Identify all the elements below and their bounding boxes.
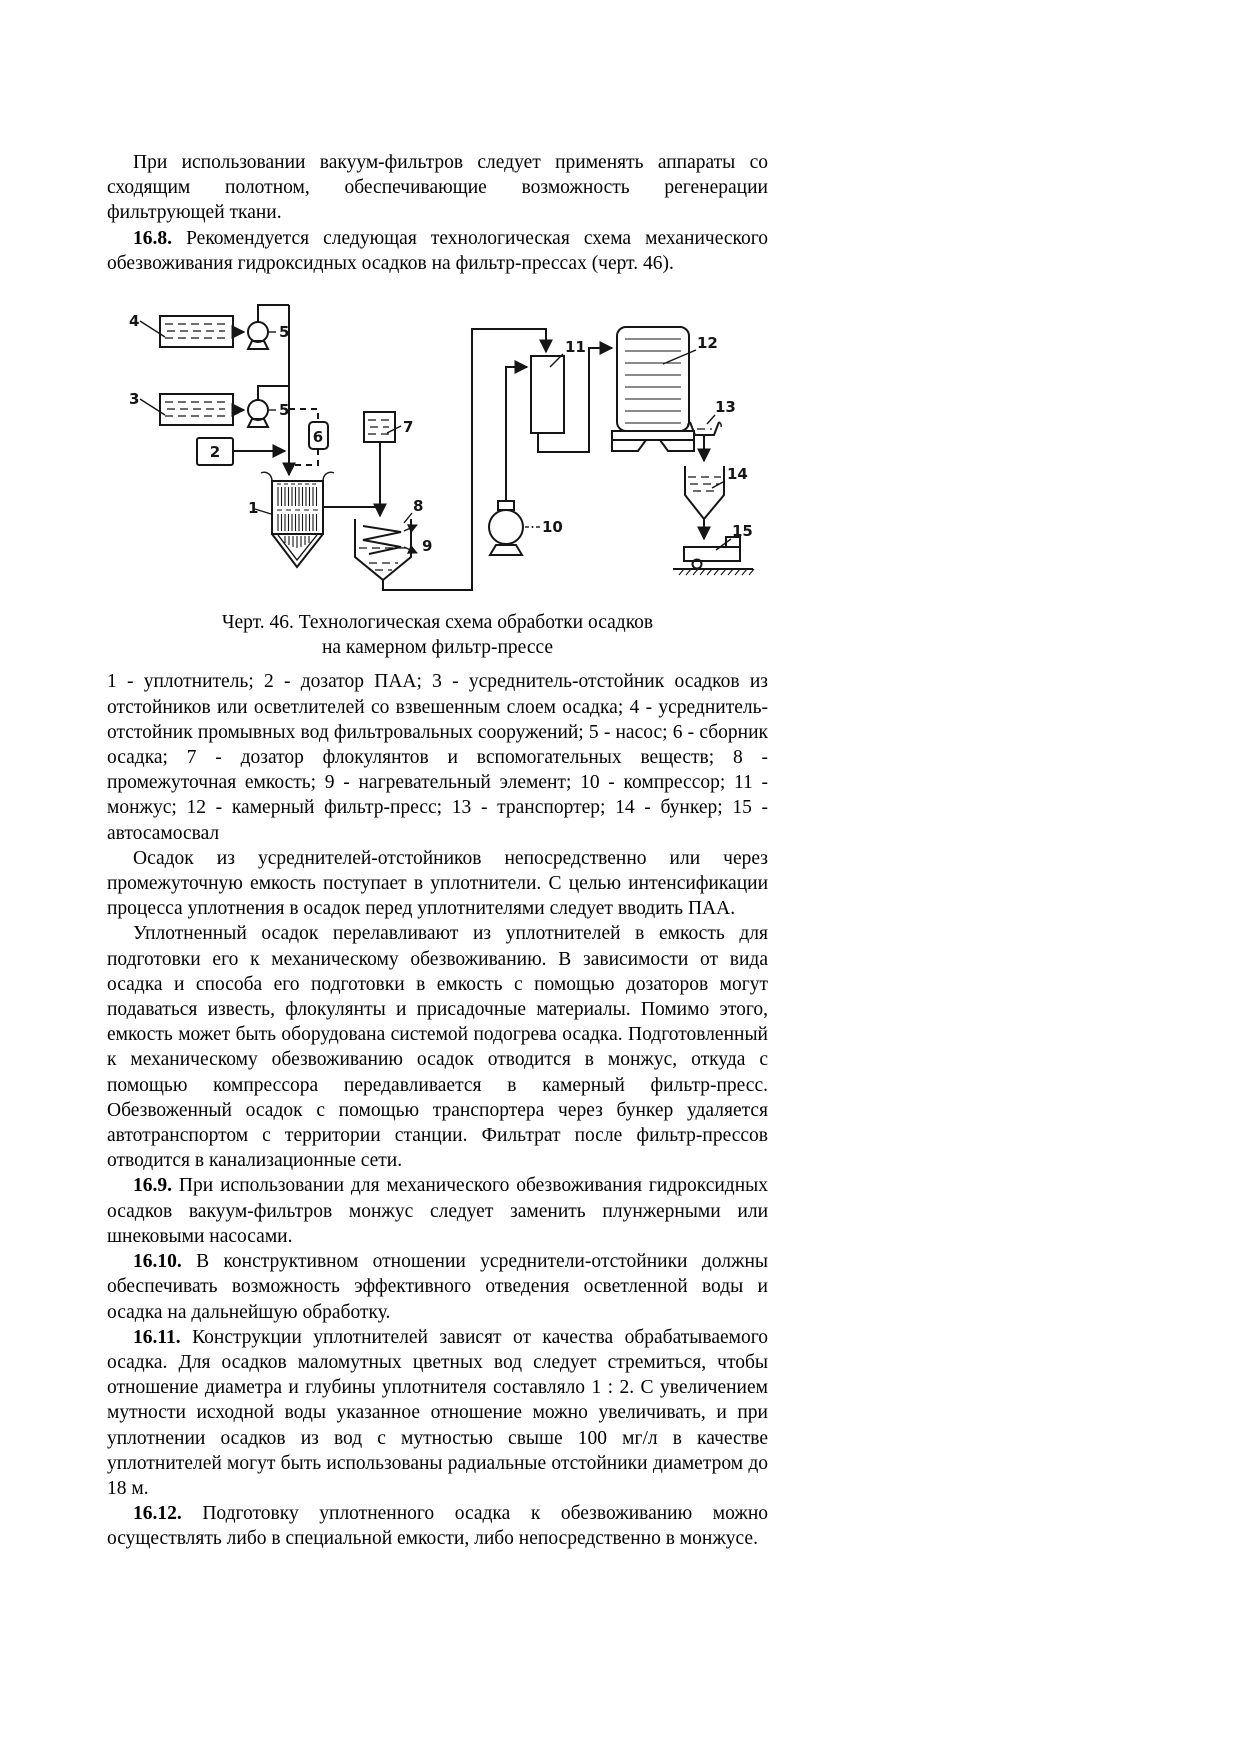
truck-15 xyxy=(673,522,754,575)
label-15: 15 xyxy=(732,522,753,541)
label-7: 7 xyxy=(403,418,414,437)
doser-7-flocculants xyxy=(364,412,413,442)
paragraph-thickened-sludge xyxy=(107,921,768,1173)
collector-6-sludge xyxy=(289,409,328,465)
label-4: 4 xyxy=(129,312,140,331)
label-3: 3 xyxy=(129,390,140,409)
label-1: 1 xyxy=(248,499,259,518)
section-text: В конструктивном отношении усреднители-отстойники должны обеспечивать возможность эффективного отведения осветленной воды и осадка на дальнейшую обработку. xyxy=(107,1251,768,1323)
section-text: Подготовку уплотненного осадка к обезвоживанию можно осуществлять либо в специальной емкости, либо непосредственно в монжусе. xyxy=(107,1503,769,1550)
tank-4-wash-water-averager xyxy=(129,312,244,347)
label-5b: 5 xyxy=(279,401,290,420)
label-5a: 5 xyxy=(279,323,290,342)
paragraph-16-9 xyxy=(107,1173,768,1249)
tank-3-sludge-averager xyxy=(129,390,244,425)
paragraph-16-8 xyxy=(107,226,768,276)
paragraph-text: При использовании вакуум-фильтров следует применять аппараты со сходящим полотном, обеспечивающие возможность регенерации фильтрующей ткани. xyxy=(107,152,768,224)
paragraph-intro xyxy=(107,150,768,226)
label-10: 10 xyxy=(542,518,563,537)
paragraph-16-11 xyxy=(107,1325,768,1501)
label-2: 2 xyxy=(209,443,221,462)
pump-5b xyxy=(248,386,289,427)
intermediate-tank-8 xyxy=(355,497,432,580)
section-number: 16.12. xyxy=(133,1503,182,1525)
label-14: 14 xyxy=(727,465,748,484)
figure-legend: 1 - уплотнитель; 2 - дозатор ПАА; 3 - усреднитель-отстойник осадков из отстойников или осветлителей со взвешенным слоем осадка; 4 - усреднитель-отстойник промывных вод фильтровальных сооружений; 5 - насос; 6 - сборник осадка; 7 - дозатор флокулянтов и вспомогательных веществ; 8 - промежуточная емкость; 9 - нагревательный элемент; 10 - компрессор; 11 - монжус; 12 - камерный фильтр-пресс; 13 - транспортер; 14 - бункер; 15 - автосамосвал xyxy=(107,671,768,844)
section-text: При использовании для механического обезвоживания гидроксидных осадков вакуум-фильтров монжус следует заменить плунжерными или шнековыми насосами. xyxy=(107,1175,769,1247)
label-12: 12 xyxy=(697,334,718,353)
process-flow-diagram xyxy=(107,282,767,600)
section-number: 16.10. xyxy=(133,1251,182,1273)
label-13: 13 xyxy=(715,398,736,417)
figure-46 xyxy=(107,282,768,846)
figure-caption-line2: на камерном фильтр-прессе xyxy=(321,637,554,659)
section-text: Конструкции уплотнителей зависят от качества обрабатываемого осадка. Для осадков маломутных цветных вод следует стремиться, чтобы отношение диаметра и глубины уплотнителя составляло 1 : 2. С увеличением мутности исходной воды указанное отношение можно увеличивать, и при уплотнении осадков из вод с мутностью свыше 100 мг/л в качестве уплотнителей могут быть использованы радиальные отстойники диаметром до 18 м. xyxy=(107,1326,768,1499)
compressor-10 xyxy=(489,367,563,555)
line-tank8-to-monjus xyxy=(383,329,546,590)
label-9: 9 xyxy=(422,537,433,556)
section-text: Рекомендуется следующая технологическая схема механического обезвоживания гидроксидных осадков на фильтр-прессах (черт. 46). xyxy=(107,227,768,274)
paragraph-text: Осадок из усреднителей-отстойников непосредственно или через промежуточную емкость поступает в уплотнители. С целью интенсификации процесса уплотнения в осадок перед уплотнителями следует вводить ПАА. xyxy=(107,847,768,920)
section-number: 16.8. xyxy=(133,227,172,249)
paragraph-16-12 xyxy=(107,1501,768,1551)
figure-caption-line1: Черт. 46. Технологическая схема обработки осадков xyxy=(221,612,654,634)
paragraph-16-10 xyxy=(107,1249,768,1325)
paragraph-text: Уплотненный осадок перелавливают из уплотнителей в емкость для подготовки его к механическому обезвоживанию. В зависимости от вида осадка и способа его подготовки в емкость с помощью дозаторов могут подаваться известь, флокулянты и присадочные материалы. Помимо этого, емкость может быть оборудована системой подогрева осадка. Подготовленный к механическому обезвоживанию осадок отводится в монжус, откуда с помощью компрессора передавливается в камерный фильтр-пресс. Обезвоженный осадок с помощью транспортера через бункер удаляется автотранспортом с территории станции. Фильтрат после фильтр-прессов отводится в канализационные сети. xyxy=(107,923,768,1172)
figure-caption xyxy=(107,610,768,660)
section-number: 16.11. xyxy=(133,1326,181,1348)
text-column xyxy=(107,150,768,1552)
section-number: 16.9. xyxy=(133,1175,172,1197)
paragraph-sludge-flow xyxy=(107,846,768,922)
label-8: 8 xyxy=(413,497,424,516)
thickener-1 xyxy=(248,472,334,567)
line-monjus-to-press xyxy=(538,348,612,452)
doser-2-paa xyxy=(197,438,285,465)
filter-press-12 xyxy=(612,327,718,451)
monjus-11 xyxy=(531,338,586,433)
pump-5a xyxy=(248,305,289,349)
label-11: 11 xyxy=(565,338,586,357)
label-6: 6 xyxy=(312,428,324,447)
